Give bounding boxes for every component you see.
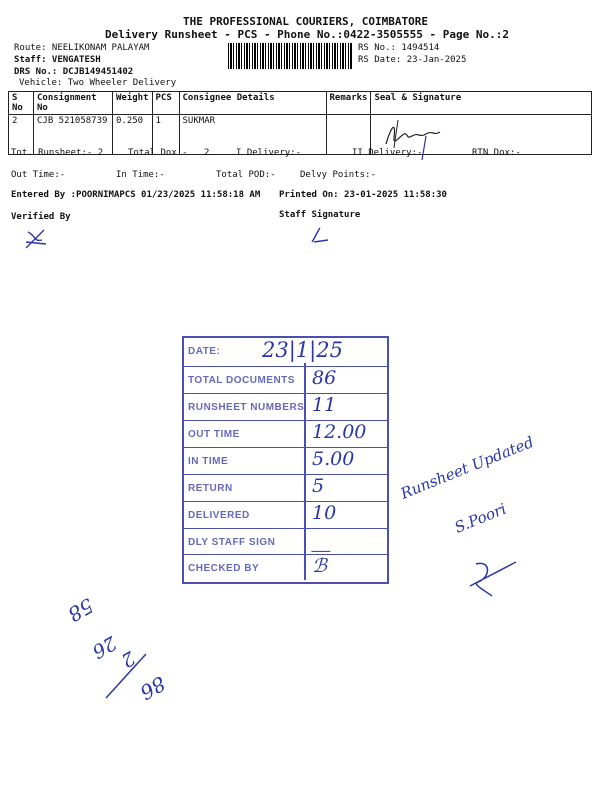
stamp-row: DLY STAFF SIGN ⸏	[184, 528, 387, 553]
stamp-row: TOTAL DOCUMENTS 86	[184, 366, 387, 391]
drs-number: DRS No.: DCJB149451402	[14, 67, 134, 77]
verified-by-label: Verified By	[11, 212, 71, 222]
table-header-row	[9, 92, 592, 115]
route-label: Route: NEELIKONAM PALAYAM	[14, 43, 150, 53]
out-time: Out Time:-	[11, 170, 66, 180]
total-dox-label: Total Dox:-	[128, 148, 188, 158]
col-consignee: Consignee Details	[179, 92, 326, 115]
delivery-tick-mark	[418, 134, 430, 162]
col-consignment: Consignment No	[34, 92, 113, 115]
i-delivery: I Delivery:-	[236, 148, 302, 158]
runsheet-title: Delivery Runsheet - PCS - Phone No.:0422-3505555 - Page No.:2	[105, 28, 509, 41]
tot-runsheet: Tot. Runsheet:- 2	[11, 148, 104, 158]
stamp-row: CHECKED BY ℬ	[184, 554, 387, 579]
tally-58: 58	[63, 593, 98, 627]
staff-initial-mark	[308, 226, 332, 246]
in-time: In Time:-	[116, 170, 165, 180]
verified-initial-mark	[22, 226, 50, 252]
entered-by: Entered By :POORNIMAPCS 01/23/2025 11:58:18 AM	[11, 190, 261, 200]
handwritten-note-line1: Runsheet Updated	[398, 432, 537, 503]
rs-date: RS Date: 23-Jan-2025	[358, 55, 467, 65]
col-sno: S No	[9, 92, 34, 115]
staff-signature-label: Staff Signature	[279, 210, 361, 220]
barcode	[228, 43, 353, 69]
total-dox-value: 2	[204, 148, 210, 158]
stamp-row: IN TIME 5.00	[184, 447, 387, 472]
rs-number: RS No.: 1494514	[358, 43, 440, 53]
ii-delivery: II Delivery:-	[352, 148, 423, 158]
rtn-dox: RTN Dox:-	[472, 148, 521, 158]
handwritten-initial-mark	[462, 556, 522, 600]
staff-label: Staff: VENGATESH	[14, 55, 101, 65]
stamp-row: RUNSHEET NUMBERS 11	[184, 393, 387, 418]
stamp-row: DELIVERED 10	[184, 501, 387, 526]
company-name: THE PROFESSIONAL COURIERS, COIMBATORE	[183, 15, 429, 28]
tally-2: 2	[117, 646, 139, 672]
stamp-row: RETURN 5	[184, 474, 387, 499]
handwritten-note-line2: S.Poori	[452, 499, 509, 537]
stamp-row-date: DATE: 23|1|25	[188, 338, 343, 362]
printed-on: Printed On: 23-01-2025 11:58:30	[279, 190, 447, 200]
total-pod: Total POD:-	[216, 170, 276, 180]
receiver-signature	[374, 116, 444, 150]
col-pcs: PCS	[152, 92, 179, 115]
vehicle-label: Vehicle: Two Wheeler Delivery	[19, 78, 177, 88]
consignment-table	[8, 91, 592, 155]
cell-pcs: 1	[152, 115, 179, 155]
delivery-stamp	[182, 336, 389, 584]
delvy-points: Delvy Points:-	[300, 170, 376, 180]
col-remarks: Remarks	[326, 92, 371, 115]
tally-26: 26	[88, 631, 121, 663]
cell-weight: 0.250	[113, 115, 153, 155]
cell-consignment: CJB 521058739	[34, 115, 113, 155]
cell-consignee: SUKMAR	[179, 115, 326, 155]
col-weight: Weight	[113, 92, 153, 115]
tally-86: 86	[135, 671, 170, 705]
col-signature: Seal & Signature	[371, 92, 592, 115]
cell-sno: 2	[9, 115, 34, 155]
stamp-row: OUT TIME 12.00	[184, 420, 387, 445]
